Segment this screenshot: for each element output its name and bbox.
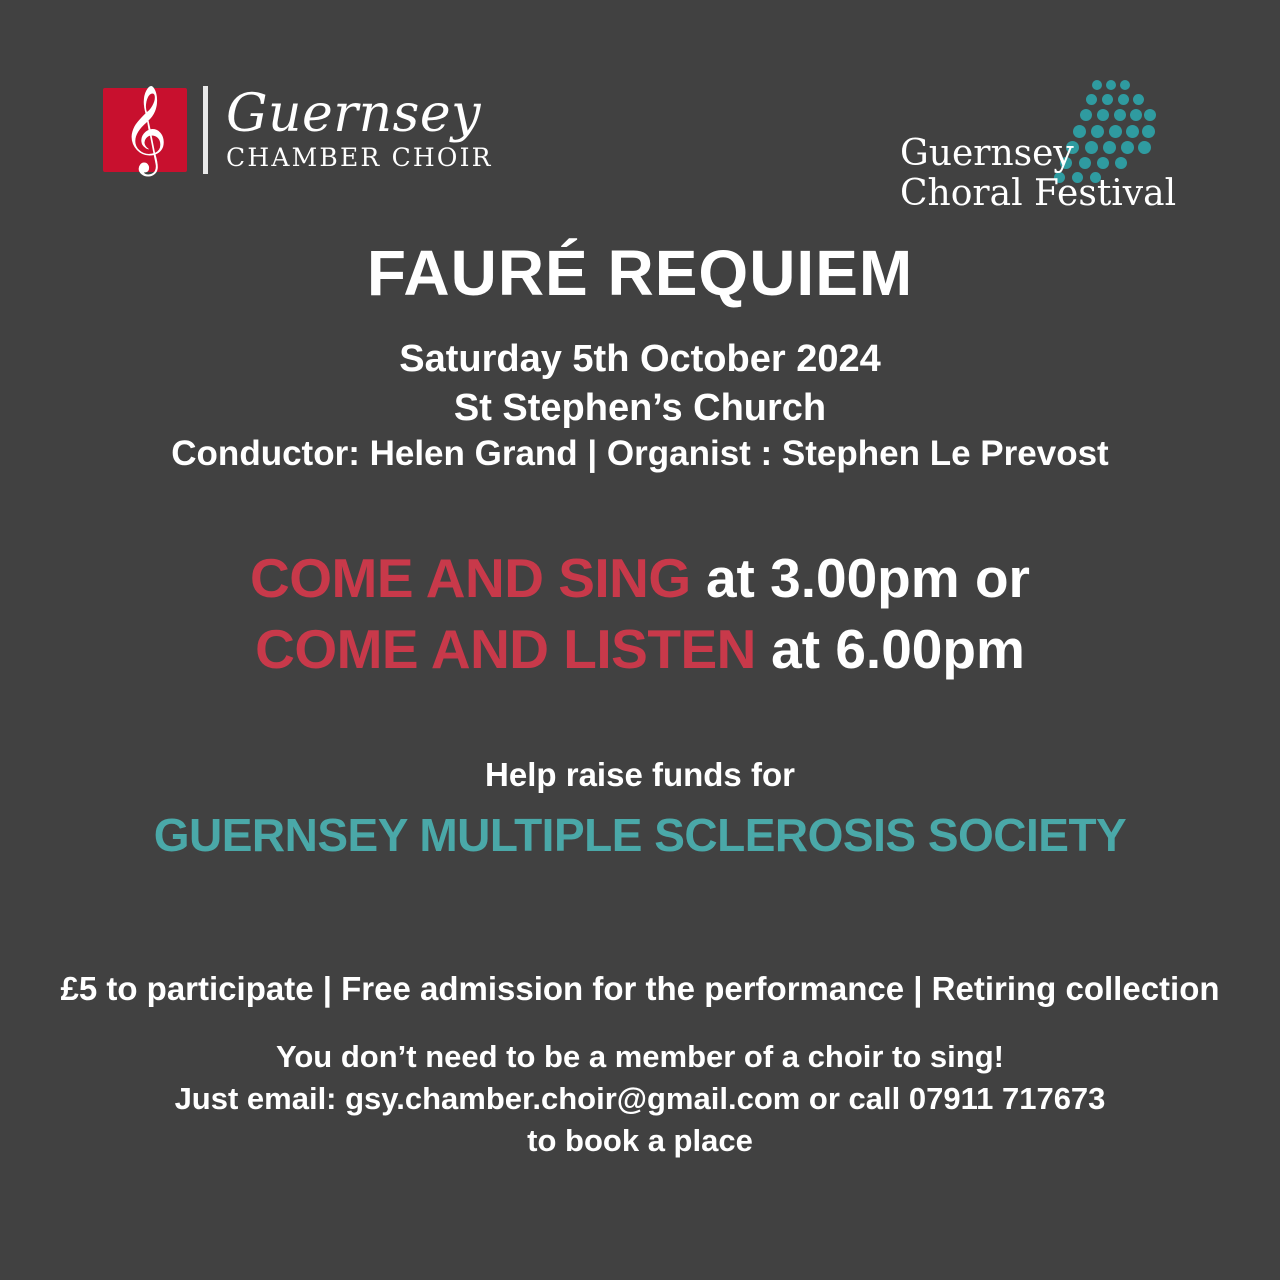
event-venue: St Stephen’s Church (453, 386, 827, 429)
call-listen-accent: COME AND LISTEN (255, 617, 756, 680)
event-details (0, 335, 1280, 477)
booking-line-1: You don’t need to be a member of a choir to sing! (276, 1039, 1004, 1075)
page-title: FAURÉ REQUIEM (366, 237, 914, 309)
event-credits: Conductor: Helen Grand | Organist : Stephen Le Prevost (171, 434, 1109, 474)
choral-festival-wordmark (900, 133, 1177, 215)
choral-festival-line-2: Choral Festival (900, 173, 1177, 215)
charity-name: GUERNSEY MULTIPLE SCLEROSIS SOCIETY (153, 809, 1127, 862)
chamber-choir-name: Guernsey (226, 84, 481, 145)
call-to-action-block (0, 543, 1280, 684)
treble-clef-glyph: 𝄞 (122, 83, 168, 173)
treble-clef-icon (103, 83, 187, 173)
fundraising-label: Help raise funds for (485, 756, 795, 794)
call-to-action-sing (0, 543, 1280, 613)
logo-divider (203, 86, 208, 174)
event-date: Saturday 5th October 2024 (399, 338, 881, 381)
guernsey-chamber-choir-logo (103, 83, 493, 174)
pricing-info: £5 to participate | Free admission for the performance | Retiring collection (60, 970, 1220, 1008)
call-sing-accent: COME AND SING (250, 547, 691, 610)
chamber-choir-wordmark (226, 84, 493, 172)
call-to-action-listen (0, 614, 1280, 684)
call-listen-rest: at 6.00pm (755, 617, 1025, 680)
logo-row (0, 78, 1280, 218)
booking-info (0, 1036, 1280, 1162)
call-sing-rest: at 3.00pm or (690, 547, 1030, 610)
booking-line-2: Just email: gsy.chamber.choir@gmail.com or call 07911 717673 (174, 1080, 1106, 1116)
poster-content (0, 237, 1280, 1162)
guernsey-choral-festival-logo (900, 78, 1177, 218)
chamber-choir-subtitle: CHAMBER CHOIR (226, 142, 493, 172)
choral-festival-line-1: Guernsey (900, 133, 1074, 174)
booking-line-3: to book a place (527, 1122, 753, 1158)
